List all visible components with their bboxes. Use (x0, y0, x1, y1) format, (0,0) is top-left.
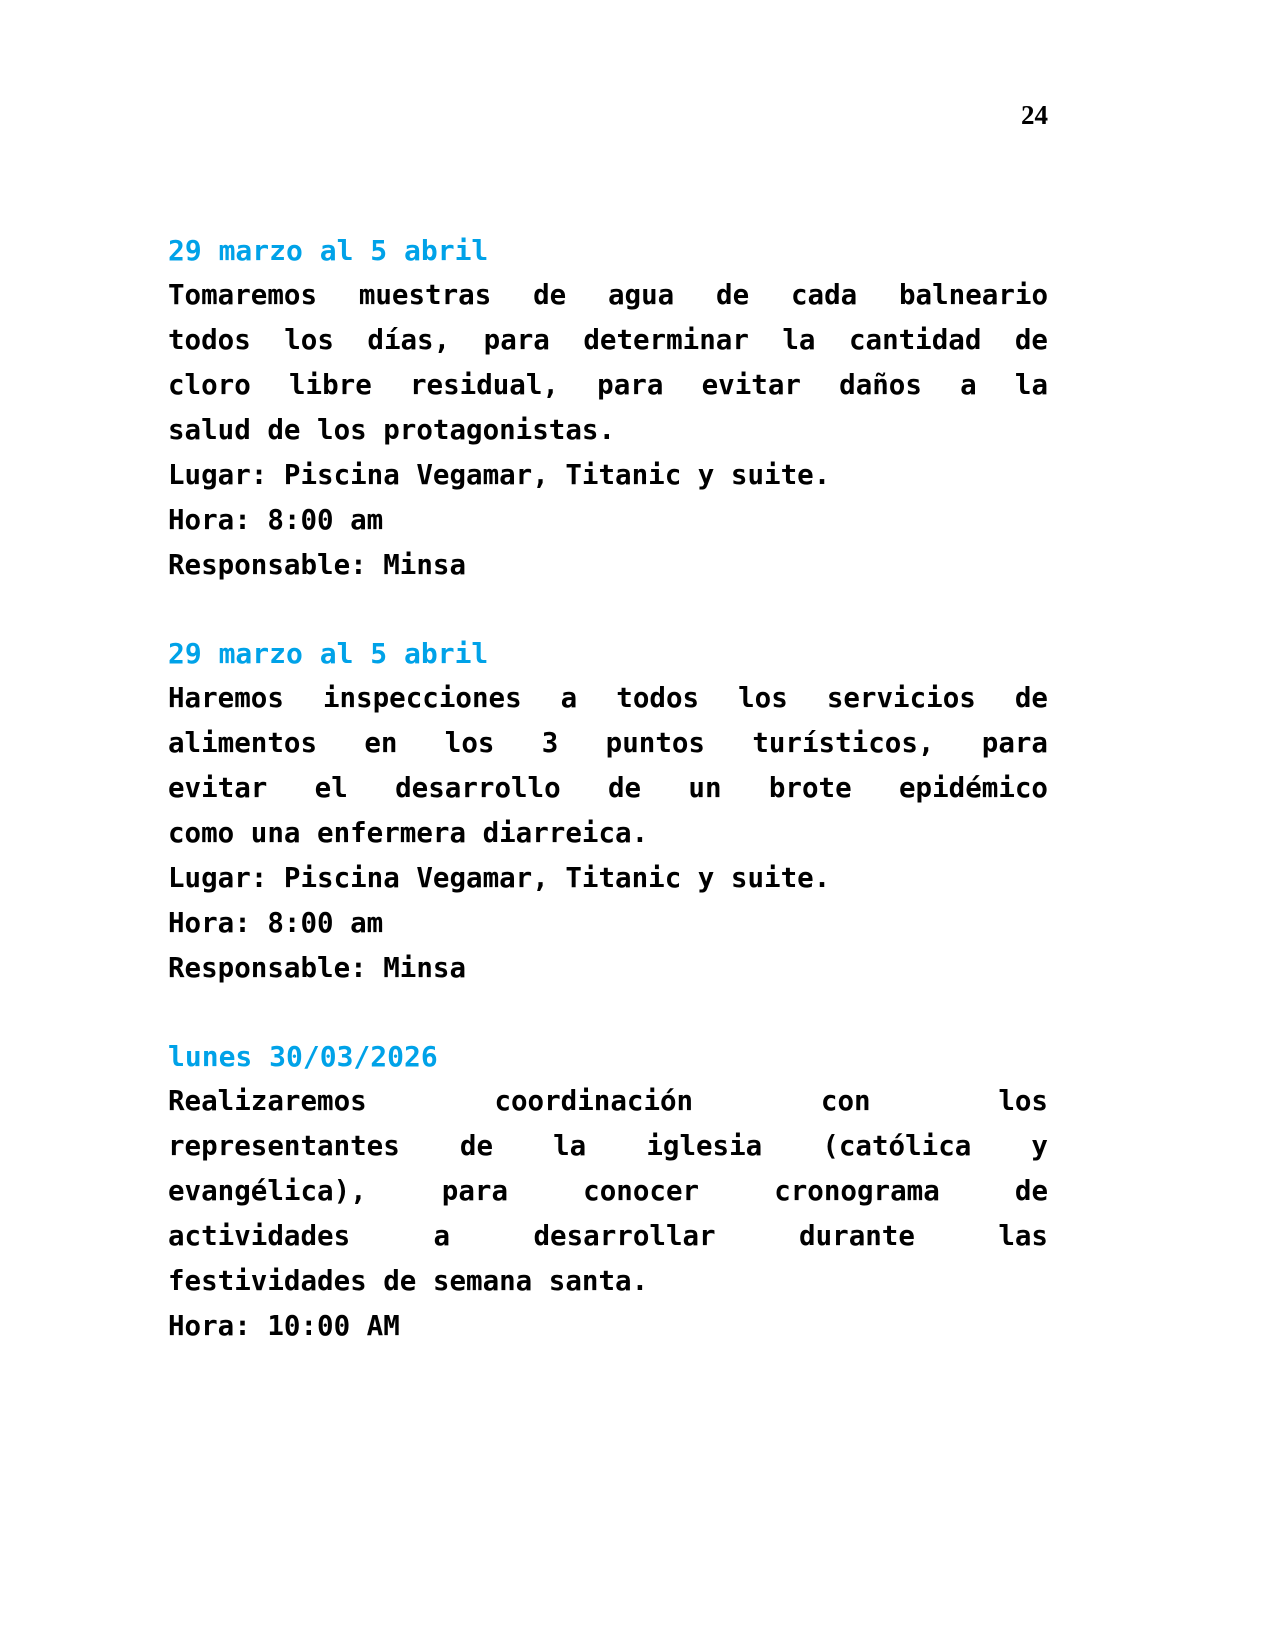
schedule-entry (168, 631, 1048, 991)
entry-date-heading: lunes 30/03/2026 (168, 1040, 438, 1073)
entry-location: Lugar: Piscina Vegamar, Titanic y suite. (168, 862, 831, 894)
entry-date-heading: 29 marzo al 5 abril (168, 234, 489, 267)
entry-description-line: evangélica), para conocer cronograma de (168, 1175, 1048, 1207)
entry-time: Hora: 8:00 am (168, 907, 384, 939)
entry-description (168, 1079, 1048, 1304)
entry-description-line: como una enfermera diarreica. (168, 817, 649, 849)
entry-description-line: alimentos en los 3 puntos turísticos, para (168, 727, 1048, 759)
entry-description-line: actividades a desarrollar durante las (168, 1220, 1048, 1252)
entry-description-line: cloro libre residual, para evitar daños a la (168, 369, 1048, 401)
entry-description (168, 676, 1048, 856)
entry-description-line: todos los días, para determinar la cantidad de (168, 324, 1048, 356)
entry-description-line: Tomaremos muestras de agua de cada balneario (168, 279, 1048, 311)
entry-date-heading: 29 marzo al 5 abril (168, 637, 489, 670)
entry-responsible: Responsable: Minsa (168, 952, 467, 984)
entry-responsible: Responsable: Minsa (168, 549, 467, 581)
entry-description-line: representantes de la iglesia (católica y (168, 1130, 1048, 1162)
document-content (168, 228, 1048, 1349)
entry-time: Hora: 8:00 am (168, 504, 384, 536)
entry-description-line: Haremos inspecciones a todos los servicios de (168, 682, 1048, 714)
entry-time: Hora: 10:00 AM (168, 1310, 400, 1342)
schedule-entry (168, 228, 1048, 588)
entry-description-line: festividades de semana santa. (168, 1265, 649, 1297)
entry-description-line: Realizaremos coordinación con los (168, 1085, 1048, 1117)
entry-description (168, 273, 1048, 453)
entry-description-line: salud de los protagonistas. (168, 414, 616, 446)
entry-location: Lugar: Piscina Vegamar, Titanic y suite. (168, 459, 831, 491)
schedule-entry (168, 1034, 1048, 1349)
entry-description-line: evitar el desarrollo de un brote epidémico (168, 772, 1048, 804)
page-number: 24 (1021, 100, 1048, 130)
